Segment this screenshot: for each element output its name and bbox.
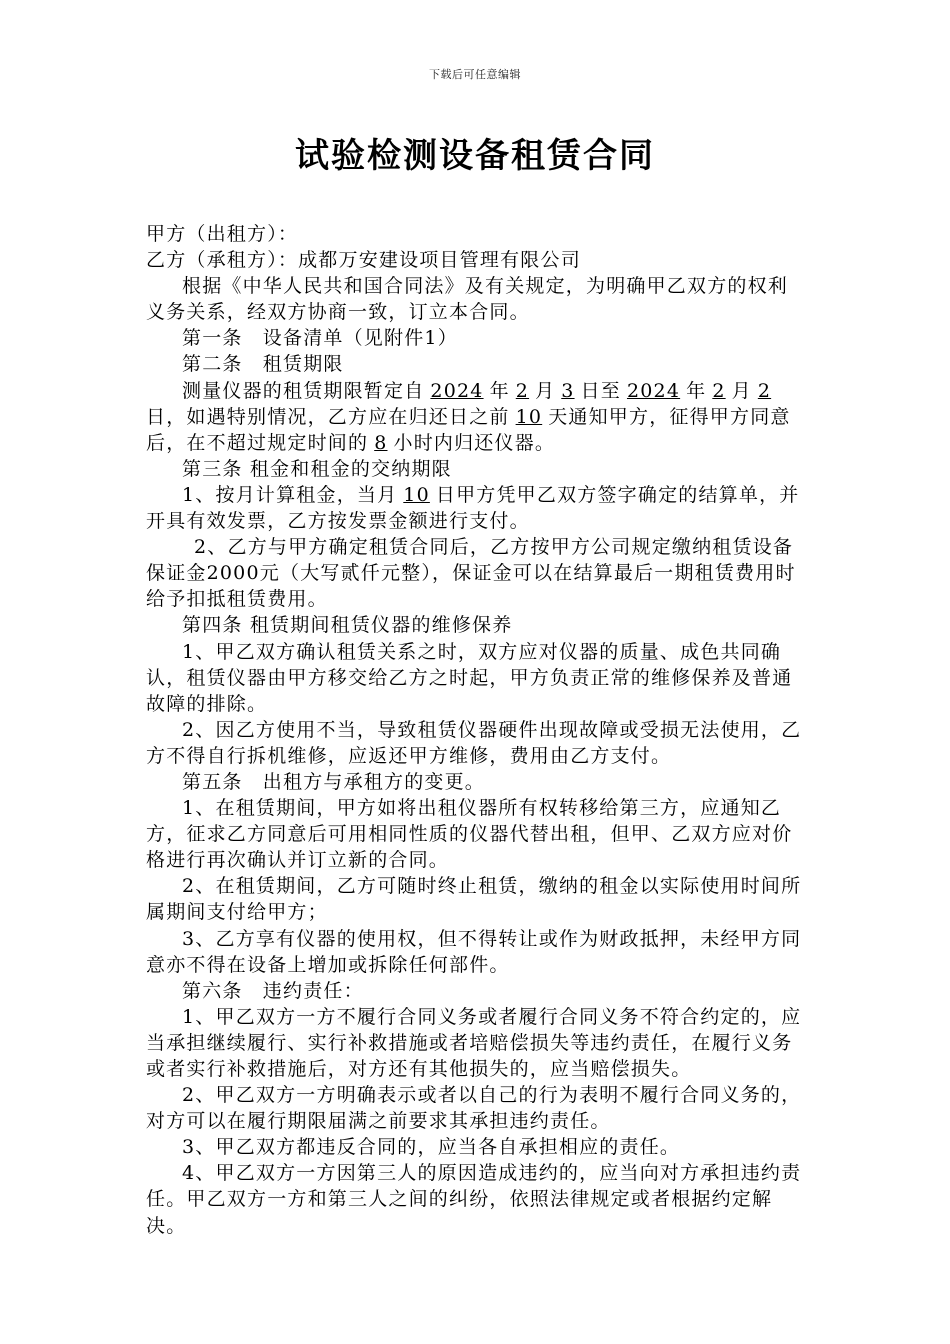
article-4-clause-1: 1、甲乙双方确认租赁关系之时，双方应对仪器的质量、成色共同确认，租赁仪器由甲方移交给乙方之时起，甲方负责正常的维修保养及普通故障的排除。 — [146, 640, 793, 715]
article-5-clause-1: 1、在租赁期间，甲方如将出租仪器所有权转移给第三方，应通知乙方，征求乙方同意后可用相同性质的仪器代替出租，但甲、乙双方应对价格进行再次确认并订立新的合同。 — [146, 797, 793, 872]
text-span: 年 — [686, 379, 707, 402]
article-4-heading: 第四条 租赁期间租赁仪器的维修保养 — [182, 614, 513, 637]
article-3-clause-1 — [146, 482, 806, 534]
text-span: 月 — [535, 379, 556, 402]
article-6-heading: 第六条 违约责任： — [182, 979, 364, 1002]
article-5-clause-2: 2、在租赁期间，乙方可随时终止租赁，缴纳的租金以实际使用时间所属期间支付给甲方； — [146, 875, 802, 924]
article-4-clause-2: 2、因乙方使用不当，导致租赁仪器硬件出现故障或受损无法使用，乙方不得自行拆机维修，应返还甲方维修，费用由乙方支付。 — [146, 718, 802, 767]
text-span: 日至 — [580, 379, 621, 402]
article-3-heading: 第三条 租金和租金的交纳期限 — [182, 457, 452, 480]
end-year-field: 2024 — [626, 379, 681, 402]
start-year-field: 2024 — [430, 379, 484, 402]
article-5-heading: 第五条 出租方与承租方的变更。 — [182, 770, 486, 793]
party-a-line — [146, 221, 806, 247]
article-6-clause-3: 3、甲乙双方都违反合同的，应当各自承担相应的责任。 — [182, 1136, 681, 1159]
article-5-clause-3: 3、乙方享有仪器的使用权，但不得转让或作为财政抵押，未经甲方同意亦不得在设备上增加或拆除任何部件。 — [146, 927, 802, 976]
text-span: 月 — [731, 379, 752, 402]
article-6-clause-1: 1、甲乙双方一方不履行合同义务或者履行合同义务不符合约定的，应当承担继续履行、实行补救措施或者培赔偿损失等违约责任，在履行义务或者实行补救措施后，对方还有其他损失的，应当赔偿损失。 — [146, 1005, 802, 1080]
party-b-line — [146, 247, 806, 273]
settle-day-field: 10 — [403, 483, 430, 506]
article-6-clause-4: 4、甲乙双方一方因第三人的原因造成违约的，应当向对方承担违约责任。甲乙双方一方和第三人之间的纠纷，依照法律规定或者根据约定解决。 — [146, 1162, 802, 1237]
article-2-term — [146, 378, 806, 456]
article-1: 第一条 设备清单（见附件1） — [182, 327, 458, 350]
end-day-field: 2 — [757, 379, 772, 402]
text-span: 天通知甲方，征得甲方同意后，在不超过规定时间的 — [146, 405, 791, 454]
article-2-heading: 第二条 租赁期限 — [182, 353, 344, 376]
party-a-label: 甲方（出租方）： — [146, 223, 299, 245]
text-span: 1、按月计算租金，当月 — [182, 483, 398, 506]
party-b-value: 成都万安建设项目管理有限公司 — [298, 249, 581, 272]
text-span: 小时内归还仪器。 — [393, 431, 556, 454]
text-span: 测量仪器的租赁期限暂定自 — [182, 379, 425, 402]
start-month-field: 2 — [515, 379, 530, 402]
article-3-clause-2: 2、乙方与甲方确定租赁合同后，乙方按甲方公司规定缴纳租赁设备保证金2000元（大写贰仟元整），保证金可以在结算最后一期租赁费用时给予扣抵租赁费用。 — [146, 536, 796, 611]
text-span: 日，如遇特别情况，乙方应在归还日之前 — [146, 405, 510, 428]
start-day-field: 3 — [561, 379, 575, 402]
contract-body — [146, 221, 806, 1239]
text-span: 日甲方凭甲乙双方签字确定的结算单，并开具有效发票，乙方按发票金额进行支付。 — [146, 483, 800, 533]
page-title: 试验检测设备租赁合同 — [295, 136, 655, 176]
article-6-clause-2: 2、甲乙双方一方明确表示或者以自己的行为表明不履行合同义务的，对方可以在履行期限届满之前要求其承担违约责任。 — [146, 1084, 802, 1133]
header-note: 下载后可任意编辑 — [429, 68, 521, 81]
return-hours-field: 8 — [374, 431, 388, 454]
notice-days-field: 10 — [515, 405, 543, 428]
party-b-label: 乙方（承租方）： — [146, 249, 299, 272]
text-span: 年 — [489, 379, 510, 402]
end-month-field: 2 — [712, 379, 726, 402]
preamble: 根据《中华人民共和国合同法》及有关规定，为明确甲乙双方的权利义务关系，经双方协商一致，订立本合同。 — [146, 275, 789, 324]
